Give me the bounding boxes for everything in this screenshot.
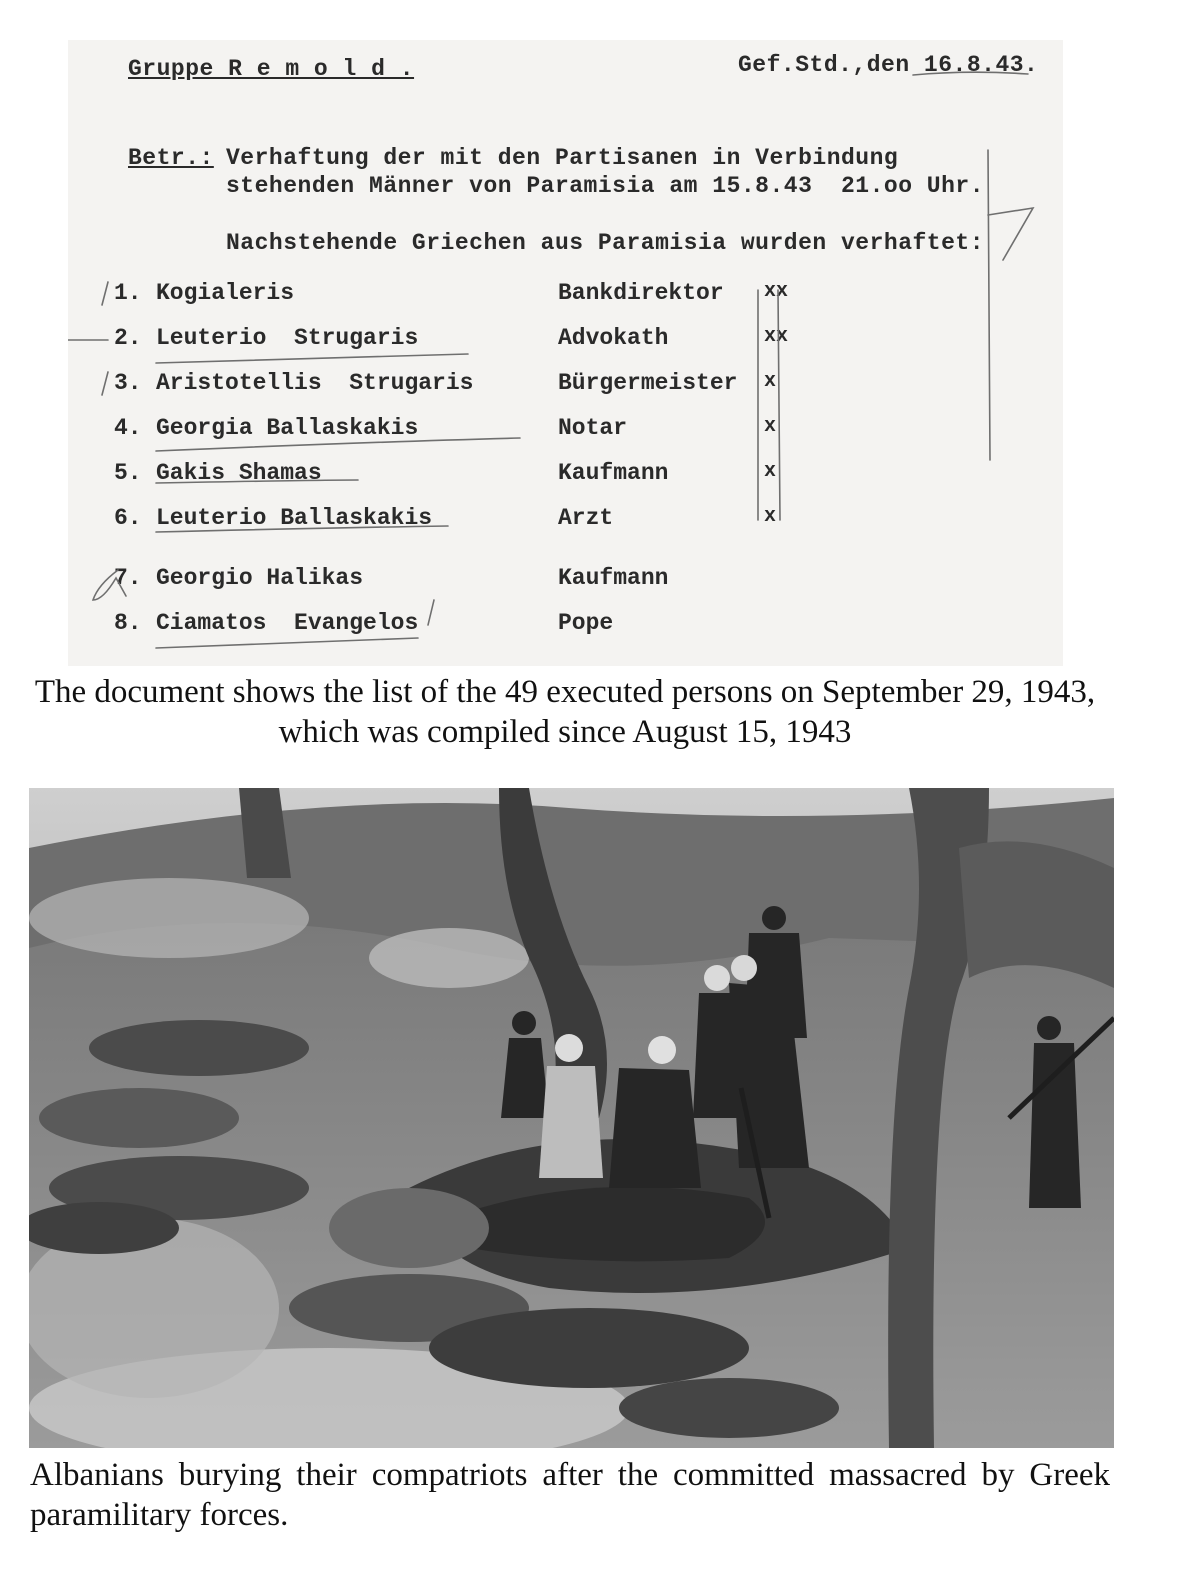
tick-mark: x	[764, 505, 777, 528]
arrest-list-row	[68, 415, 1063, 445]
person-profession: Arzt	[558, 505, 614, 531]
tick-mark: xx	[764, 280, 789, 303]
person-name: Leuterio Ballaskakis	[156, 505, 433, 531]
row-number: 2.	[114, 325, 142, 351]
row-number: 3.	[114, 370, 142, 396]
arrest-list-row	[68, 370, 1063, 400]
tick-mark: x	[764, 415, 777, 438]
tick-mark: xx	[764, 325, 789, 348]
document-header-unit: Gruppe R e m o l d .	[128, 56, 415, 82]
row-number: 6.	[114, 505, 142, 531]
document-subject-line-2: stehenden Männer von Paramisia am 15.8.43 21.oo Uhr.	[226, 173, 985, 199]
document-intro: Nachstehende Griechen aus Paramisia wurden verhaftet:	[226, 230, 985, 256]
person-name: Leuterio Strugaris	[156, 325, 419, 351]
row-number: 1.	[114, 280, 142, 306]
person-profession: Kaufmann	[558, 460, 669, 486]
document-subject-line-1: Verhaftung der mit den Partisanen in Verbindung	[226, 145, 899, 171]
person-profession: Pope	[558, 610, 614, 636]
person-name: Georgia Ballaskakis	[156, 415, 419, 441]
document-header-date: Gef.Std.,den 16.8.43.	[738, 52, 1039, 78]
arrest-list-row	[68, 565, 1063, 595]
person-profession: Notar	[558, 415, 628, 441]
caption-photograph: Albanians burying their compatriots after the committed massacred by Greek paramilitary forces.	[30, 1457, 1110, 1533]
arrest-list-row	[68, 325, 1063, 355]
person-profession: Bankdirektor	[558, 280, 724, 306]
arrest-list-row	[68, 280, 1063, 310]
person-name: Aristotellis Strugaris	[156, 370, 474, 396]
document-scan	[68, 40, 1063, 666]
person-name: Ciamatos Evangelos	[156, 610, 419, 636]
person-profession: Bürgermeister	[558, 370, 738, 396]
person-name: Kogialeris	[156, 280, 295, 306]
tick-mark: x	[764, 460, 777, 483]
document-subject-label: Betr.:	[128, 145, 214, 171]
arrest-list-row	[68, 505, 1063, 535]
burial-photograph	[29, 788, 1114, 1448]
person-name: Gakis Shamas	[156, 460, 322, 486]
arrest-list-row	[68, 610, 1063, 640]
tick-mark: x	[764, 370, 777, 393]
row-number: 5.	[114, 460, 142, 486]
person-profession: Kaufmann	[558, 565, 669, 591]
person-profession: Advokath	[558, 325, 669, 351]
caption-document: The document shows the list of the 49 executed persons on September 29, 1943, which was compiled since August 15, 1943	[34, 674, 1096, 750]
row-number: 4.	[114, 415, 142, 441]
person-name: Georgio Halikas	[156, 565, 364, 591]
arrest-list-row	[68, 460, 1063, 490]
row-number: 8.	[114, 610, 142, 636]
row-number: 7.	[114, 565, 142, 591]
